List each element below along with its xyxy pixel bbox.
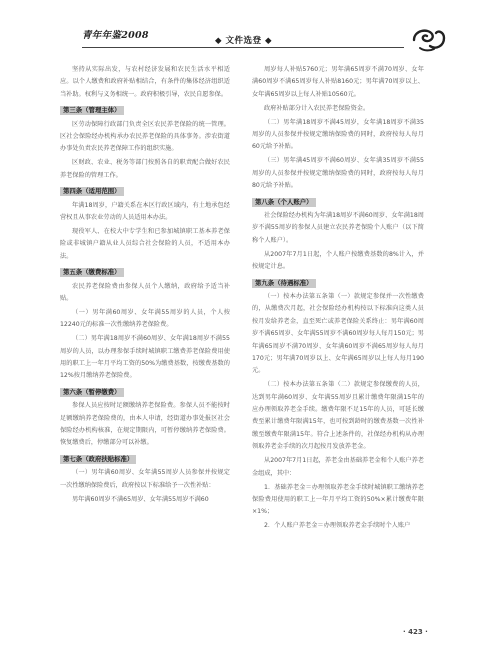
body-paragraph: （二）男年满18周岁不满45周岁，女年满18周岁不满35周岁的人员参保并按规定缴纳保险费的同时，政府按每人每月60元给予补贴。 bbox=[252, 118, 424, 151]
body-paragraph: 农民养老保险费由参保人员个人缴纳，政府给予适当补贴。 bbox=[60, 282, 230, 302]
article-heading-label: 第四条（适用范围） bbox=[60, 187, 124, 196]
article-heading bbox=[252, 277, 424, 289]
article-heading-label: 第九条（待遇标准） bbox=[252, 279, 316, 288]
body-paragraph: （一）男年满60周岁、女年满55周岁的人员，个人按12240元的标准一次性缴纳养老保险费。 bbox=[60, 308, 230, 329]
article-heading bbox=[60, 266, 230, 278]
body-paragraph: 从2007年7月1日起，个人账户按缴费基数的8%计入，并按规定计息。 bbox=[252, 250, 424, 271]
body-paragraph: 政府补贴部分计入农民养老保险资金。 bbox=[264, 104, 370, 112]
body-paragraph: （三）男年满45周岁不满60周岁、女年满35周岁不满55周岁的人员参保并按规定缴纳保险费的同时，政府按每人每月80元给予补贴。 bbox=[252, 157, 424, 190]
swirl-logo-icon bbox=[408, 24, 448, 54]
body-paragraph: 男年满60周岁不满65周岁、女年满55周岁不满60 bbox=[72, 495, 209, 503]
body-paragraph: 从2007年7月1日起，养老金由基础养老金和个人账户养老金组成，其中： bbox=[252, 457, 424, 477]
article-heading-label: 第三条（管理主体） bbox=[60, 106, 124, 115]
article-heading-label: 第八条（个人账户） bbox=[252, 198, 316, 207]
article-heading-label: 第七条（政府扶贴标准） bbox=[60, 455, 136, 464]
right-text-column bbox=[252, 64, 424, 534]
article-heading-label: 第五条（缴费标准） bbox=[60, 268, 124, 277]
body-paragraph: 年满18周岁，户籍关系在本区行政区域内，有土地承包经营权且从事农业劳动的人员适用本办法。 bbox=[60, 201, 230, 221]
section-title: ◆ 文件选登 ◆ bbox=[215, 36, 272, 46]
left-text-column bbox=[60, 64, 230, 507]
article-heading bbox=[60, 386, 230, 398]
body-paragraph: 区劳动保障行政部门负责全区农民养老保险的统一管理。区社会保险经办机构承办农民养老保险的具体事务。涉农街道办事处负责农民养老保障工作的组织实施。 bbox=[60, 120, 230, 153]
article-heading bbox=[252, 196, 424, 208]
body-paragraph: 社会保险经办机构为年满18周岁不满60周岁、女年满18周岁不满55周岁的参保人员建立农民养老保险个人账户（以下简称个人账户）。 bbox=[252, 211, 424, 244]
article-heading bbox=[60, 453, 230, 465]
body-paragraph: 2．个人账户养老金＝办理领取养老金手续时个人账户 bbox=[264, 522, 411, 530]
article-heading-label: 第六条（暂停缴费） bbox=[60, 388, 124, 397]
body-paragraph: 区财政、农业、税务等部门按照各自的职责配合做好农民养老保险的管理工作。 bbox=[60, 159, 230, 179]
body-paragraph: 坚持从实际出发，与农村经济发展和农民生活水平相适应。以个人缴费和政府补贴相结合，有条件的集体经济组织适当补助。权利与义务相统一。政府积极引导，农民自愿参保。 bbox=[60, 66, 230, 98]
body-paragraph: 现役军人、在校大中专学生和已参加城镇职工基本养老保险或非城镇户籍从业人员综合社会保险的人员，不适用本办法。 bbox=[60, 227, 230, 260]
body-paragraph: （二）男年满18周岁不满60周岁、女年满18周岁不满55周岁的人员，以办理参保手续时城镇职工缴费养老保险费用使用的职工上一年月平均工资的50%为缴费基数，按缴费基数的12%按月缴纳养老保险费。 bbox=[60, 335, 230, 380]
body-paragraph: （一）按本办法第五条第（一）款规定参保并一次性缴费的，从缴费次月起，社会保险经办机构按以下标准向这类人员按月发给养老金，直至死亡或养老保险关系终止：男年满60周岁不满65周岁、女年满55周岁不满60周岁每人每月150元；男年满65周岁不满70周岁、女年满60周岁不满65周岁每人每月170元；男年满70周岁以上、女年满65周岁以上每人每月190元。 bbox=[252, 292, 424, 375]
page-number: · 423 · bbox=[403, 628, 428, 636]
body-paragraph: （二）按本办法第五条第（二）款规定参保缴费的人员，达到男年满60周岁、女年满55周岁且累计缴费年限满15年的应办理领取养老金手续。缴费年限不足15年的人员，可延长缴费至累计缴费年限满15年，也可按到龄时的缴费基数一次性补缴至缴费年限满15年。符合上述条件的，社保经办机构从办理领取养老金手续的次月起按月发放养老金。 bbox=[252, 381, 424, 451]
body-paragraph: 周岁每人补贴5760元；男年满65周岁不满70周岁、女年满60周岁不满65周岁每人补贴8160元；男年满70周岁以上、女年满65周岁以上每人补贴10560元。 bbox=[252, 66, 424, 98]
book-title: 青年年鉴2008 bbox=[82, 30, 149, 41]
body-paragraph: 参保人员应按时足额缴纳养老保险费。参保人员不能按时足额缴纳养老保险费的，由本人申请，经街道办事处报区社会保险经办机构核准，在规定期限内，可暂停缴纳养老保险费。恢复缴费后，停缴部分可以补缴。 bbox=[60, 402, 230, 447]
article-heading bbox=[60, 104, 230, 116]
body-paragraph: （一）男年满60周岁、女年满55周岁人员参保并按规定一次性缴纳保险费后，政府按以下标准给予一次性补贴： bbox=[60, 469, 230, 489]
header-rule bbox=[82, 47, 404, 48]
body-paragraph: 1．基础养老金＝办理领取养老金手续时城镇职工缴纳养老保险费用使用的职工上一年月平均工资的50%×累计缴费年限×1%； bbox=[252, 483, 424, 516]
page-header bbox=[0, 0, 480, 62]
article-heading bbox=[60, 185, 230, 197]
